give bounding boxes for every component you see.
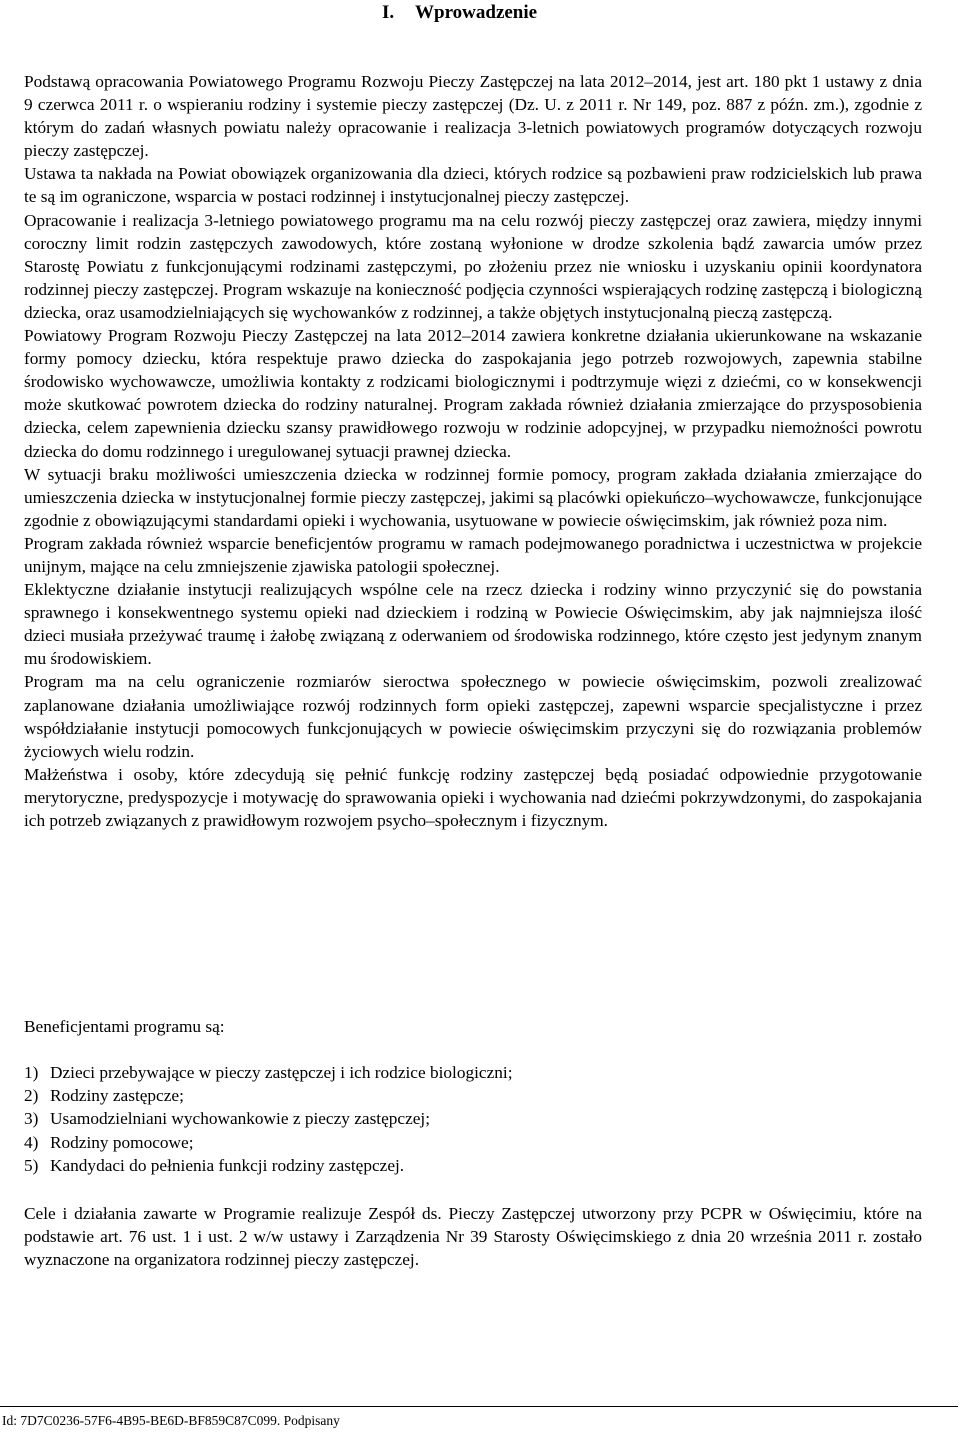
list-item-text: Usamodzielniani wychowankowie z pieczy zastępczej; — [50, 1109, 431, 1129]
paragraph-eclectic-action: Eklektyczne działanie instytucji realizujących wspólne cele na rzecz dziecka i rodziny winno przyczynić się do powstania sprawnego i konsekwentnego systemu opieki nad dzieckiem i rodziną w Powiecie Oświęcimskim, aby jak najmniejsza ilość dzieci musiała przeżywać traumę i żałobę związaną z oderwaniem od środowiska rodzinnego, które często jest jedynym znanym mu środowiskiem. — [24, 580, 922, 669]
body-text — [24, 70, 922, 832]
document-id-footer: Id: 7D7C0236-57F6-4B95-BE6D-BF859C87C099. Podpisany — [2, 1413, 340, 1428]
list-item-number: 4) — [24, 1132, 39, 1152]
list-item-text: Rodziny zastępcze; — [50, 1086, 184, 1106]
list-item-text: Kandydaci do pełnienia funkcji rodziny zastępczej. — [50, 1155, 405, 1175]
paragraph-orphanhood: Program ma na celu ograniczenie rozmiarów sieroctwa społecznego w powiecie oświęcimskim, pozwoli zrealizować zaplanowane działania umożliwiające rozwój rodzinnych form opieki zastępczej, zapewni wsparcie specjalistyczne i przez współdziałanie instytucji pomocowych funkcjonujących w powiecie oświęcimskim przyczyni się do rozwiązania problemów życiowych wielu rodzin. — [24, 672, 922, 761]
footer-divider — [0, 1406, 958, 1407]
list-item-text: Dzieci przebywające w pieczy zastępczej i ich rodzice biologiczni; — [50, 1063, 513, 1082]
list-item-number: 2) — [24, 1086, 39, 1106]
paragraph-powiat-obligation: Ustawa ta nakłada na Powiat obowiązek organizowania dla dzieci, których rodzice są pozbawieni praw rodzicielskich lub prawa te są im ograniczone, wsparcia w postaci rodzinnej i instytucjonalnej pieczy zastępczej. — [24, 164, 922, 207]
list-item-number: 1) — [24, 1063, 39, 1082]
section-title: Wprowadzenie — [415, 2, 538, 23]
list-item-text: Rodziny pomocowe; — [50, 1132, 194, 1152]
paragraph-legal-basis: Podstawą opracowania Powiatowego Programu Rozwoju Pieczy Zastępczej na lata 2012–2014, jest art. 180 pkt 1 ustawy z dnia 9 czerwca 2011 r. o wspieraniu rodziny i systemie pieczy zastępczej (Dz. U. z 2011 r. Nr 149, poz. 887 z późn. zm.), zgodnie z którym do zadań własnych powiatu należy opracowanie i realizacja 3-letnich powiatowych programów dotyczących rozwoju pieczy zastępczej. — [24, 72, 922, 161]
list-item — [24, 1061, 513, 1084]
list-item-number: 3) — [24, 1109, 39, 1129]
paragraph-program-actions: Powiatowy Program Rozwoju Pieczy Zastępczej na lata 2012–2014 zawiera konkretne działania ukierunkowane na wskazanie formy pomocy dziecku, która respektuje prawo dziecka do zaspokajania jego potrzeb rozwojowych, zapewnia stabilne środowisko wychowawcze, umożliwia kontakty z rodzicami biologicznymi i podtrzymuje więzi z dziećmi, co w konsekwencji może skutkować powrotem dziecka do rodziny naturalnej. Program zakłada również działania zmierzające do przysposobienia dziecka, celem zapewnienia dziecku szansy prawidłowego rozwoju w rodzinie adopcyjnej, w przypadku niemożności powrotu dziecka do domu rodzinnego i uregulowanej sytuacji prawnej dziecka. — [24, 326, 922, 461]
paragraph-support: Program zakłada również wsparcie beneficjentów programu w ramach podejmowanego poradnictwa i uczestnictwa w projekcie unijnym, mające na celu zmniejszenie zjawiska patologii społecznej. — [24, 533, 922, 576]
paragraph-program-aims: Opracowanie i realizacja 3-letniego powiatowego programu ma na celu rozwój pieczy zastępczej oraz zawiera, między innymi coroczny limit rodzin zastępczych zawodowych, które zostaną wyłonione w drodze szkolenia bądź zawarcia umów przez Starostę Powiatu z funkcjonującymi rodzinami zastępczymi, po złożeniu przez nie wniosku i uzyskaniu opinii koordynatora rodzinnej pieczy zastępczej. Program wskazuje na konieczność podjęcia czynności wspierających rodzinę zastępczą i biologiczną dziecka, oraz usamodzielniających się wychowanków z rodzinnej, a także objętych instytucjonalną pieczą zastępczą. — [24, 210, 922, 322]
section-heading — [24, 1, 537, 25]
list-item — [24, 1084, 513, 1107]
section-number: I. — [382, 2, 395, 23]
paragraph-foster-families: Małżeństwa i osoby, które zdecydują się pełnić funkcję rodziny zastępczej będą posiadać odpowiednie przygotowanie merytoryczne, predyspozycje i motywację do sprawowania opieki i wychowania nad dziećmi pokrzywdzonymi, do zaspokajania ich potrzeb związanych z prawidłowym rozwojem psycho–społecznym i fizycznym. — [24, 764, 922, 830]
list-item — [24, 1131, 513, 1154]
beneficiaries-title: Beneficjentami programu są: — [24, 1017, 225, 1036]
list-item — [24, 1154, 513, 1177]
list-item — [24, 1107, 513, 1130]
paragraph-institutional-care: W sytuacji braku możliwości umieszczenia dziecka w rodzinnej formie pomocy, program zakłada działania zmierzające do umieszczenia dziecka w instytucjonalnej formie pieczy zastępczej, jakimi są placówki opiekuńczo–wychowawcze, funkcjonujące zgodnie z obowiązującymi standardami opieki i wychowania, usytuowane w powiecie oświęcimskim, jak również poza nim. — [24, 464, 922, 530]
list-item-number: 5) — [24, 1155, 39, 1175]
beneficiaries-list — [24, 1061, 513, 1177]
paragraph-closing: Cele i działania zawarte w Programie realizuje Zespół ds. Pieczy Zastępczej utworzony przy PCPR w Oświęcimiu, które na podstawie art. 76 ust. 1 i ust. 2 w/w ustawy i Zarządzenia Nr 39 Starosty Oświęcimskiego z dnia 20 września 2011 r. zostało wyznaczone na organizatora rodzinnej pieczy zastępczej. — [24, 1204, 922, 1270]
